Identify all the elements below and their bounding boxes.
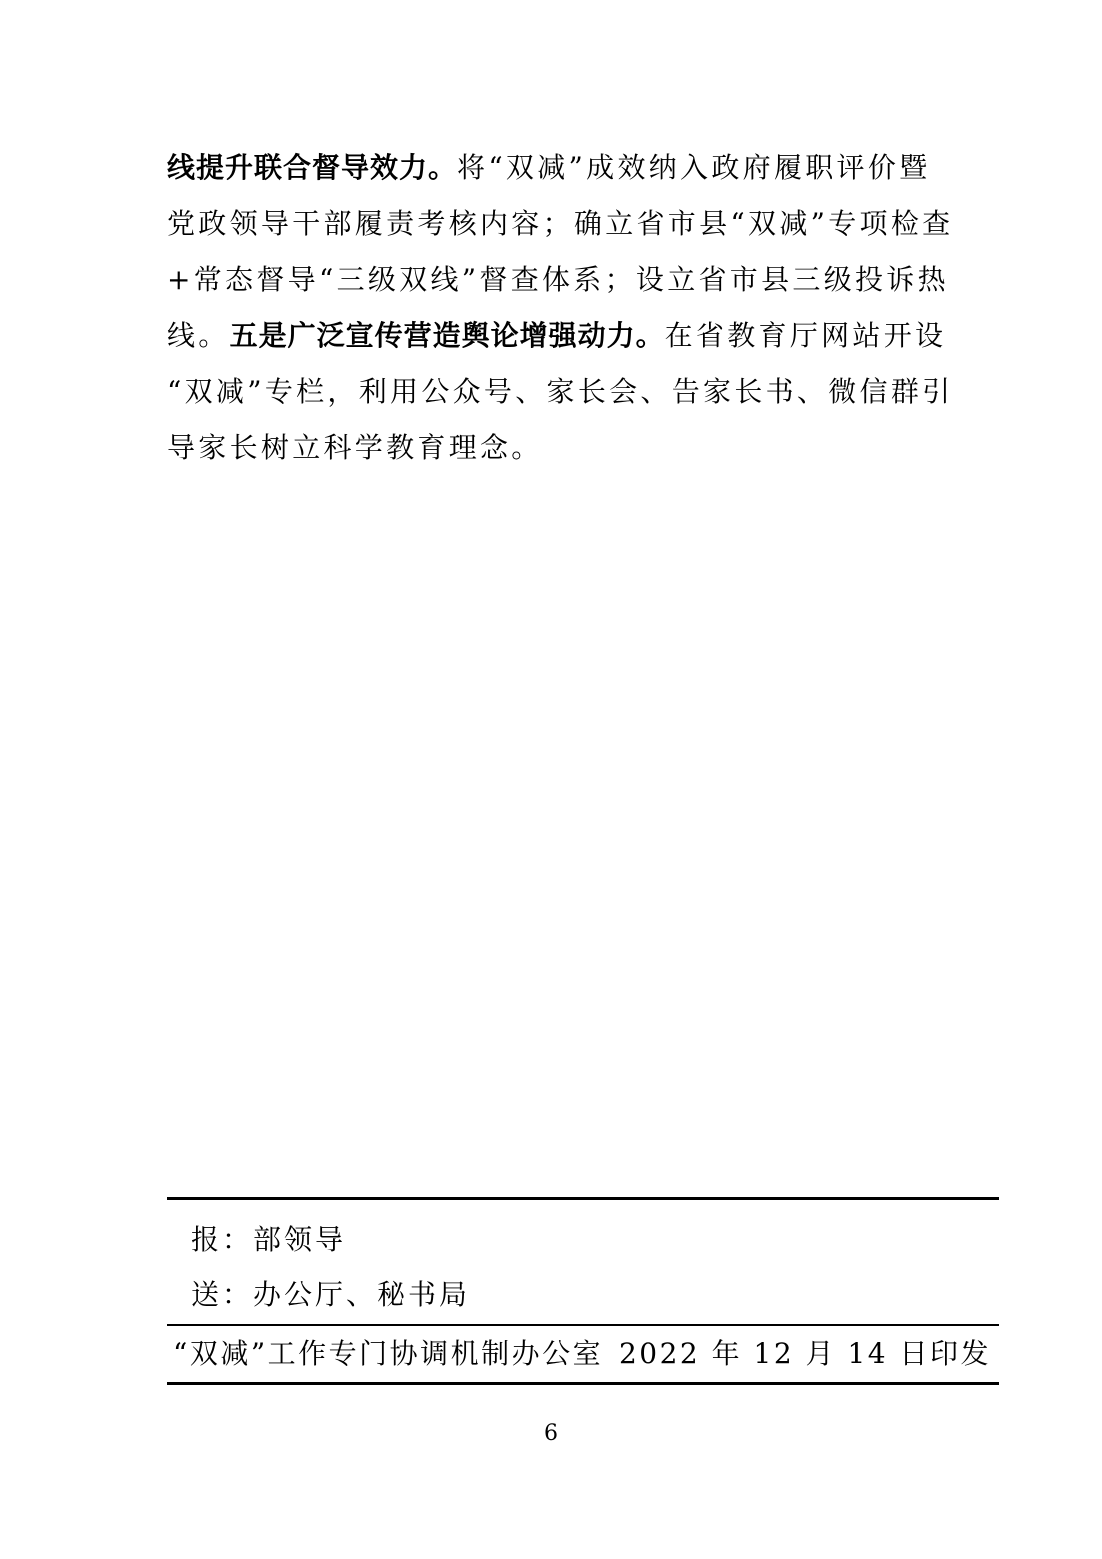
footer-bottom-rule bbox=[167, 1382, 999, 1385]
report-to-line: 报：部领导 bbox=[191, 1223, 347, 1256]
text-run: +常态督导“三级双线”督查体系；设立省市县三级投诉热 bbox=[167, 263, 949, 296]
body-line bbox=[167, 252, 949, 308]
issuer-row bbox=[167, 1326, 999, 1382]
text-run: “双减”专栏，利用公众号、家长会、告家长书、微信群引 bbox=[167, 375, 954, 408]
body-line bbox=[167, 420, 937, 476]
body-line bbox=[167, 364, 954, 420]
body-line bbox=[167, 308, 947, 364]
text-run: 线。 bbox=[167, 319, 230, 352]
issue-date: 2022 年 12 月 14 日印发 bbox=[618, 1337, 991, 1370]
text-run: 在省教育厅网站开设 bbox=[664, 319, 947, 352]
issuing-office: “双减”工作专门协调机制办公室 bbox=[173, 1337, 604, 1370]
body-paragraph bbox=[167, 140, 954, 476]
page-number: 6 bbox=[544, 1421, 558, 1446]
send-to-line: 送：办公厅、秘书局 bbox=[191, 1278, 471, 1311]
text-run: 党政领导干部履责考核内容；确立省市县“双减”专项检查 bbox=[167, 207, 954, 240]
body-line bbox=[167, 140, 937, 196]
body-line bbox=[167, 196, 954, 252]
bold-heading-run: 线提升联合督导效力。 bbox=[167, 151, 458, 184]
text-run: 将“双减”成效纳入政府履职评价暨 bbox=[457, 151, 931, 184]
text-run: 导家长树立科学教育理念。 bbox=[167, 431, 543, 464]
footer-top-rule bbox=[167, 1197, 999, 1200]
document-footer bbox=[167, 1197, 999, 1385]
bold-heading-run: 五是广泛宣传营造舆论增强动力。 bbox=[229, 319, 665, 352]
